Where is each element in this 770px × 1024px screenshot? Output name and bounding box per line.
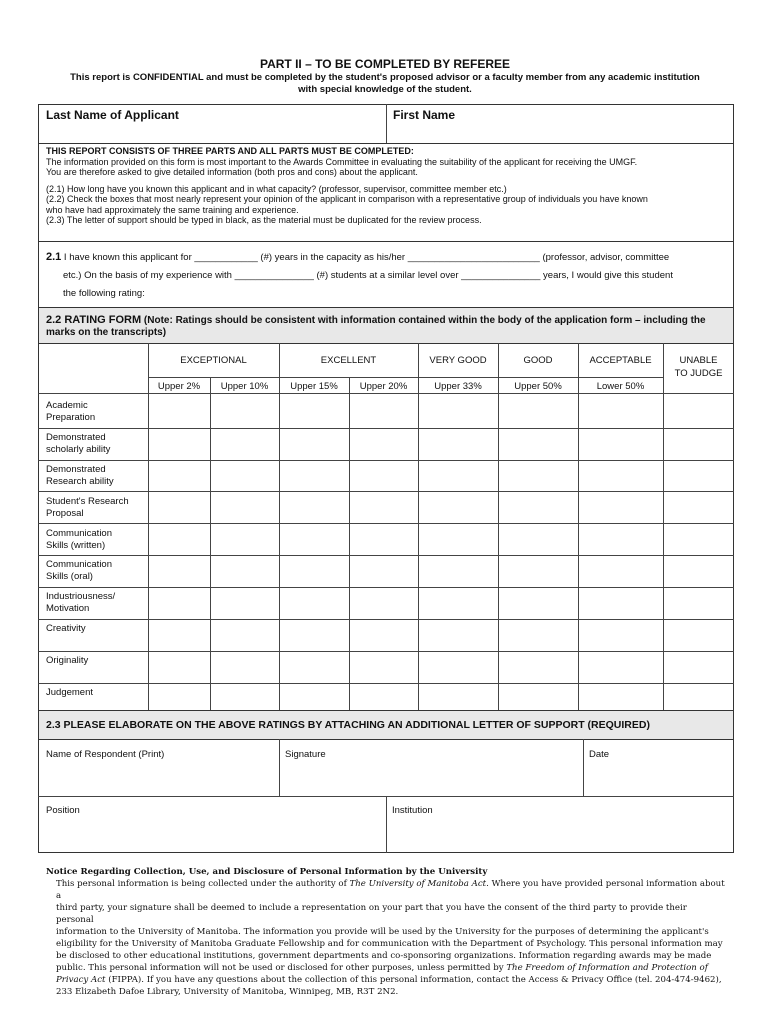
intro-q3: (2.3) The letter of support should be typed in black, as the material must be duplicated for the review process.	[46, 215, 482, 225]
row-research-ability: Demonstrated Research ability	[46, 464, 114, 487]
col-very-good: VERY GOOD	[429, 355, 487, 366]
page-title: PART II – TO BE COMPLETED BY REFEREE	[259, 57, 511, 71]
col-exceptional: EXCEPTIONAL	[180, 355, 247, 366]
col-good: GOOD	[523, 355, 553, 366]
subcol-upper-10: Upper 10%	[220, 381, 269, 392]
subcol-upper-33: Upper 33%	[434, 381, 482, 392]
notice-body: This personal information is being collected under the authority of The University of Manitoba Act. Where you have provided personal information about a third party, your signature shall be deemed to include a representation on your part that you have the consent of the third party to provide their personal information to the University of Manitoba. The information you provide will be used by the University for the purposes of determining the applicant's eligibility for the University of Manitoba Graduate Fellowship and for communication with the Department of Psychology. This personal information may be disclosed to other educational institutions, government departments and co-sponsoring organizations. Information regarding awards may be made public. This personal information will not be used or disclosed for other purposes, unless permitted by The Freedom of Information and Protection of Privacy Act (FIPPA). If you have any questions about the collection of this personal information, contact the Access & Privacy Office (tel. 204-474-9462), 233 Elizabeth Dafoe Library, University of Manitoba, Winnipeg, MB, R3T 2N2.	[56, 879, 725, 997]
intro-q2a: (2.2) Check the boxes that most nearly represent your opinion of the applicant in comparison with a representative group of individuals you have known	[46, 194, 648, 204]
section-2-1-line-3: the following rating:	[63, 288, 145, 299]
intro-q2b: who have had approximately the same training and experience.	[46, 204, 299, 215]
notice-title: Notice Regarding Collection, Use, and Disclosure of Personal Information by the University	[46, 867, 488, 877]
subcol-upper-2: Upper 2%	[157, 381, 201, 392]
rating-form-note-2: marks on the transcripts)	[46, 327, 167, 338]
subcol-lower-50: Lower 50%	[596, 381, 645, 392]
date-label: Date	[589, 749, 610, 760]
subcol-upper-20: Upper 20%	[359, 381, 408, 392]
row-originality: Originality	[46, 655, 89, 666]
col-acceptable: ACCEPTABLE	[589, 355, 652, 366]
privacy-notice	[46, 866, 726, 998]
section-2-1-number: 2.1	[46, 251, 62, 263]
institution-label: Institution	[392, 805, 433, 816]
intro-line-2: You are therefore asked to give detailed information (both pros and cons) about the applicant.	[46, 167, 418, 177]
date-field[interactable]	[585, 764, 732, 794]
row-research-proposal: Student's Research Proposal	[46, 496, 129, 519]
intro-line-1: The information provided on this form is most important to the Awards Committee in evaluating the suitability of the applicant for receiving the UMGF.	[46, 156, 638, 167]
section-2-1-line-1	[46, 251, 669, 263]
intro-q1: (2.1) How long have you known this applicant and in what capacity? (professor, supervisor, committee member etc.)	[46, 183, 507, 194]
first-name-field[interactable]	[388, 124, 732, 142]
subtitle-line-1: This report is CONFIDENTIAL and must be completed by the student's proposed advisor or a faculty member from any academic institution	[70, 72, 700, 83]
position-label: Position	[46, 805, 80, 816]
row-communication-written: Communication Skills (written)	[46, 528, 112, 551]
subcol-upper-15: Upper 15%	[290, 381, 338, 392]
page-subtitle	[40, 72, 730, 96]
col-excellent: EXCELLENT	[320, 355, 377, 366]
row-scholarly-ability: Demonstrated scholarly ability	[46, 432, 111, 455]
position-field[interactable]	[40, 820, 384, 851]
row-creativity: Creativity	[46, 623, 86, 634]
rating-form-label: 2.2 RATING FORM	[46, 314, 142, 326]
col-unable: UNABLE	[679, 355, 718, 366]
respondent-name-label: Name of Respondent (Print)	[46, 749, 165, 760]
row-communication-oral: Communication Skills (oral)	[46, 559, 112, 582]
last-name-label: Last Name of Applicant	[46, 108, 179, 122]
section-2-3-title: 2.3 PLEASE ELABORATE ON THE ABOVE RATINGS BY ATTACHING AN ADDITIONAL LETTER OF SUPPORT (REQUIRED)	[46, 719, 650, 731]
respondent-name-field[interactable]	[40, 764, 277, 794]
subcol-upper-50: Upper 50%	[514, 381, 562, 392]
last-name-field[interactable]	[40, 124, 384, 142]
intro-text	[46, 146, 736, 226]
row-academic-preparation: Academic Preparation	[46, 400, 96, 423]
first-name-label: First Name	[393, 108, 456, 122]
signature-label: Signature	[285, 749, 326, 760]
section-2-2-title	[46, 314, 726, 339]
intro-heading: THIS REPORT CONSISTS OF THREE PARTS AND ALL PARTS MUST BE COMPLETED:	[46, 146, 414, 156]
section-2-1-text-1: I have known this applicant for ____________ (#) years in the capacity as his/her _________________________ (professor, advisor, committee	[61, 252, 670, 263]
row-judgement: Judgement	[46, 687, 94, 698]
institution-field[interactable]	[388, 820, 732, 851]
rating-table	[38, 343, 734, 711]
row-industriousness: Industriousness/ Motivation	[46, 591, 116, 614]
signature-field[interactable]	[281, 764, 581, 794]
rating-form-note: (Note: Ratings should be consistent with information contained within the body of the application form – including the	[141, 315, 706, 326]
col-to-judge: TO JUDGE	[674, 368, 723, 379]
subtitle-line-2: with special knowledge of the student.	[298, 84, 472, 95]
section-2-1-line-2: etc.) On the basis of my experience with _______________ (#) students at a similar level over _______________ years, I would give this student	[63, 270, 673, 281]
